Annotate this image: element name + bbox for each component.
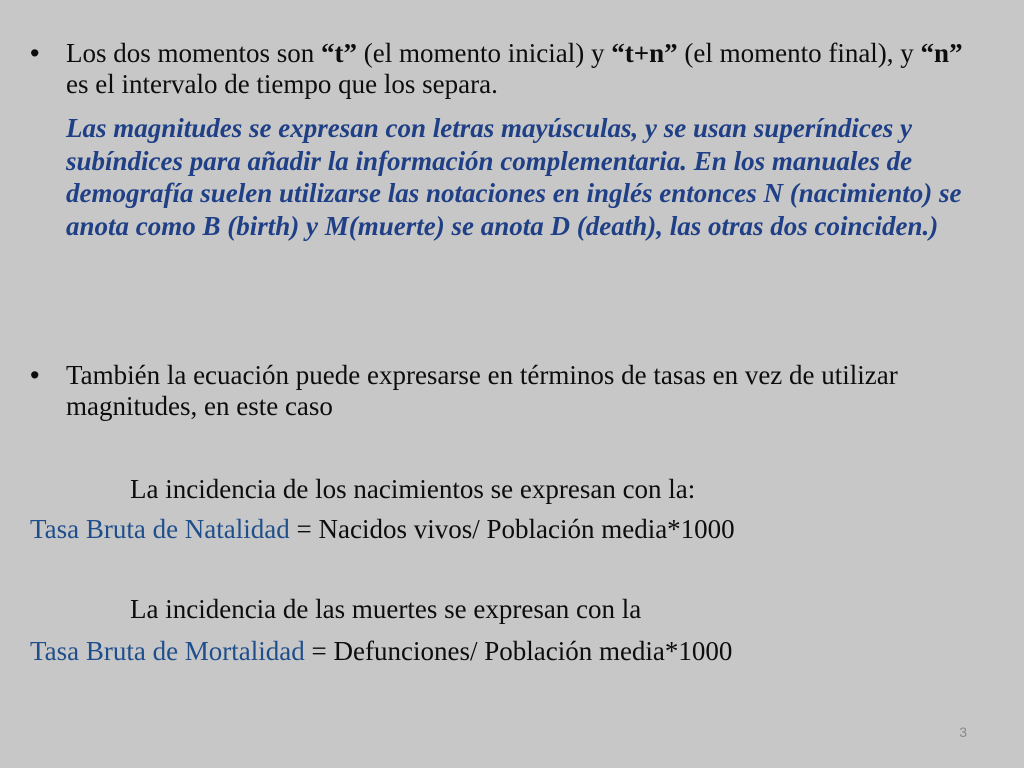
bullet-item-moments [30,38,990,100]
death-rate-formula [30,636,732,667]
births-intro: La incidencia de los nacimientos se expresan con la: [130,474,696,504]
moments-text-4: es el intervalo de tiempo que los separa. [66,69,498,99]
death-rate-definition: = Defunciones/ Población media*1000 [304,636,733,666]
moments-text-3: (el momento final), y [677,38,921,68]
death-rate-term: Tasa Bruta de Mortalidad [30,636,305,666]
moment-t-label: “t” [321,38,358,68]
moment-tn-label: “t+n” [611,38,678,68]
bullet-text-moments [66,38,966,100]
notation-note: Las magnitudes se expresan con letras mayúsculas, y se usan superíndices y subíndices para añadir la información complementaria. En los manuales de demografía suelen utilizarse las notaciones en inglés entonces N (nacimiento) se anota como B (birth) y M(muerte) se anota D (death), las otras dos coinciden.) [66,113,962,241]
birth-rate-term: Tasa Bruta de Natalidad [30,514,290,544]
birth-rate-formula [30,514,735,545]
moments-text-1: Los dos momentos son [66,38,322,68]
deaths-intro: La incidencia de las muertes se expresan con la [130,594,642,624]
page-number: 3 [959,724,967,740]
moments-text-2: (el momento inicial) y [357,38,612,68]
bullet-icon: • [30,38,40,68]
interval-n-label: “n” [920,38,963,68]
bullet-icon: • [30,360,40,390]
bullet-text-rates: También la ecuación puede expresarse en términos de tasas en vez de utilizar magnitudes, en este caso [66,360,898,421]
birth-rate-definition: = Nacidos vivos/ Población media*1000 [289,514,735,544]
bullet-item-rates [30,360,990,422]
